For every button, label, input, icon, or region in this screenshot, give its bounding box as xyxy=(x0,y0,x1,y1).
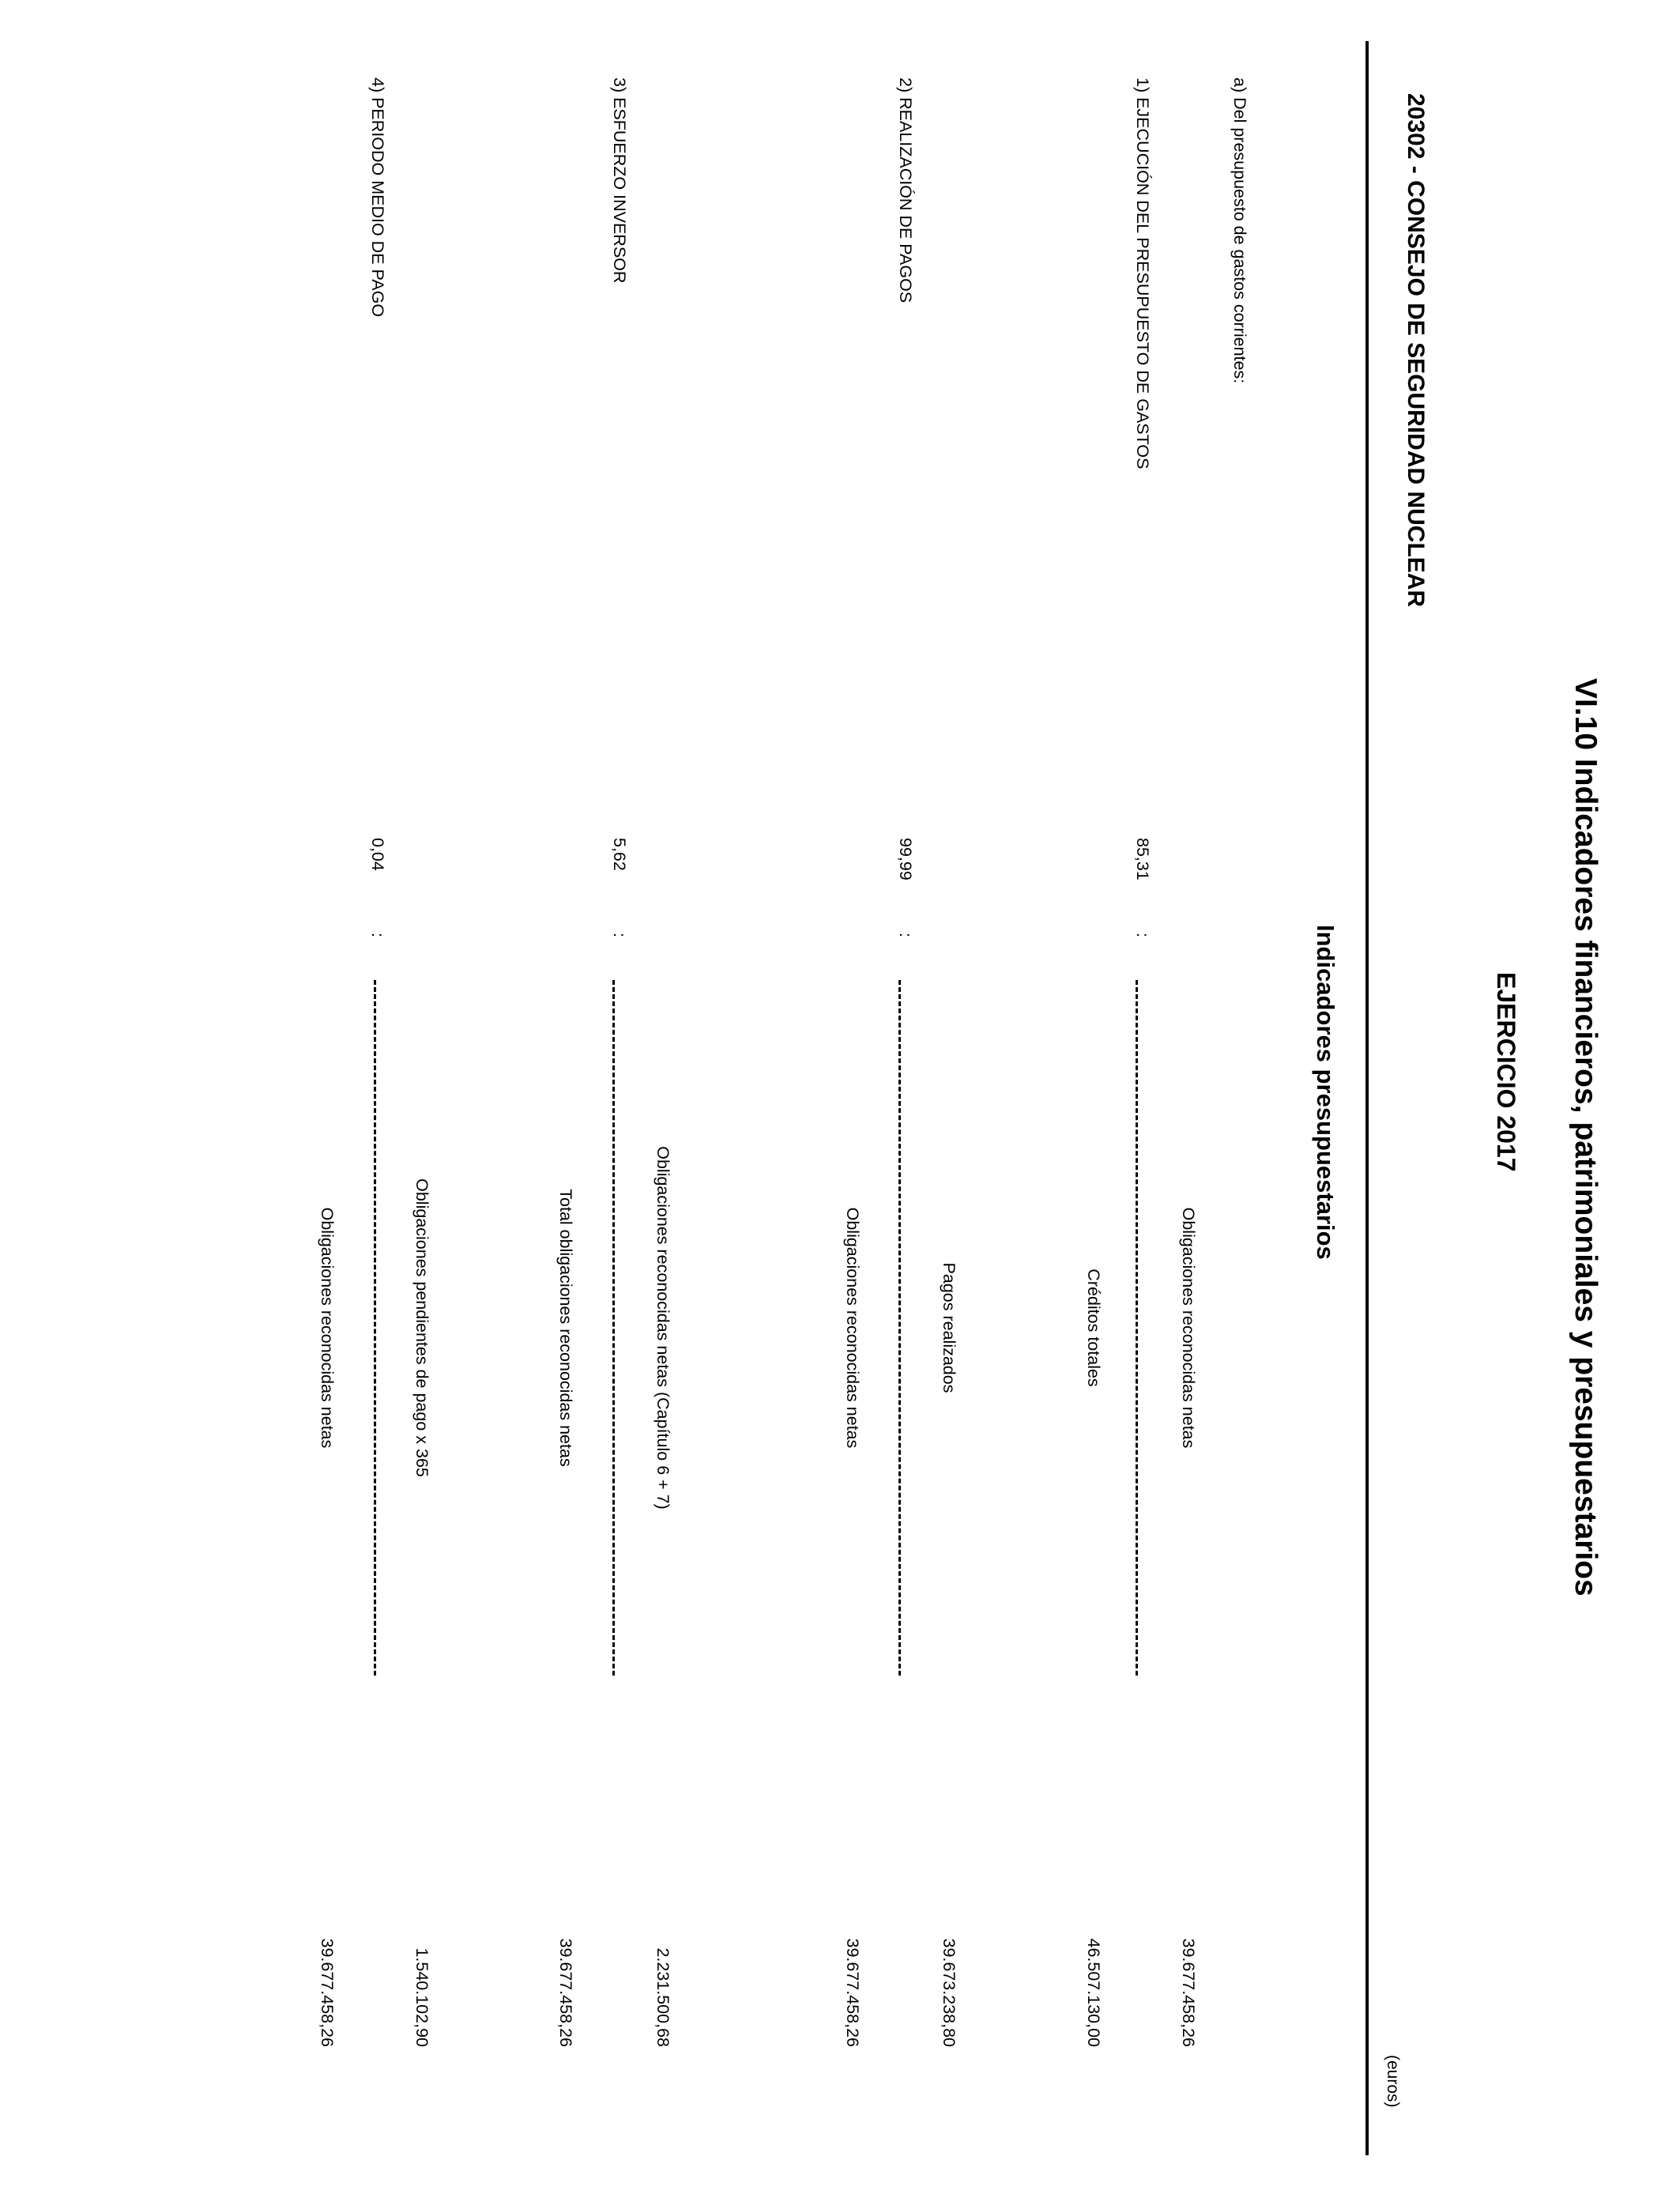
units-label: (euros) xyxy=(1384,2055,1402,2108)
section-title: Indicadores presupuestarios xyxy=(1312,925,1339,1260)
denominator-value: 46.507.130,00 xyxy=(1084,1938,1103,2047)
fraction-line xyxy=(374,980,376,1676)
denominator-value: 39.677.458,26 xyxy=(843,1938,862,2047)
numerator-value: 2.231.500,68 xyxy=(654,1947,672,2047)
header-rule xyxy=(1365,41,1369,2155)
subsection-label: a) Del presupuesto de gastos corrientes: xyxy=(1230,77,1249,384)
indicator-colon: : xyxy=(896,933,915,937)
numerator-label: Obligaciones reconocidas netas (Capítulo 6 + 7) xyxy=(654,1146,672,1510)
indicator-value: 85,31 xyxy=(1133,838,1152,880)
page-title: VI.10 Indicadores financieros, patrimoniales y presupuestarios xyxy=(1569,678,1603,1596)
numerator-label: Pagos realizados xyxy=(940,1262,959,1393)
denominator-value: 39.677.458,26 xyxy=(318,1938,337,2047)
denominator-label: Obligaciones reconocidas netas xyxy=(843,1207,862,1449)
indicator-label: 3) ESFUERZO INVERSOR xyxy=(610,77,629,284)
indicator-colon: : xyxy=(1133,933,1152,937)
fraction-line xyxy=(612,980,615,1676)
denominator-label: Créditos totales xyxy=(1084,1269,1103,1387)
numerator-label: Obligaciones reconocidas netas xyxy=(1179,1207,1198,1449)
numerator-label: Obligaciones pendientes de pago x 365 xyxy=(412,1178,431,1477)
fraction-line xyxy=(898,980,901,1676)
numerator-value: 39.677.458,26 xyxy=(1179,1938,1198,2047)
exercise-label: EJERCICIO 2017 xyxy=(1492,972,1520,1172)
indicator-label: 4) PERIODO MEDIO DE PAGO xyxy=(368,77,387,318)
indicator-colon: : xyxy=(610,933,629,937)
indicator-label: 1) EJECUCIÓN DEL PRESUPUESTO DE GASTOS xyxy=(1133,77,1152,469)
denominator-label: Obligaciones reconocidas netas xyxy=(318,1207,337,1449)
numerator-value: 1.540.102,90 xyxy=(412,1947,431,2047)
fraction-line xyxy=(1136,980,1138,1676)
indicator-value: 99,99 xyxy=(896,838,915,880)
denominator-value: 39.677.458,26 xyxy=(556,1938,575,2047)
numerator-value: 39.673.238,80 xyxy=(940,1938,959,2047)
indicator-label: 2) REALIZACIÓN DE PAGOS xyxy=(896,77,915,303)
indicator-colon: : xyxy=(368,933,387,937)
indicator-value: 0,04 xyxy=(368,838,387,871)
denominator-label: Total obligaciones reconocidas netas xyxy=(556,1189,575,1467)
organization-name: 20302 - CONSEJO DE SEGURIDAD NUCLEAR xyxy=(1403,93,1429,608)
indicator-value: 5,62 xyxy=(610,838,629,871)
